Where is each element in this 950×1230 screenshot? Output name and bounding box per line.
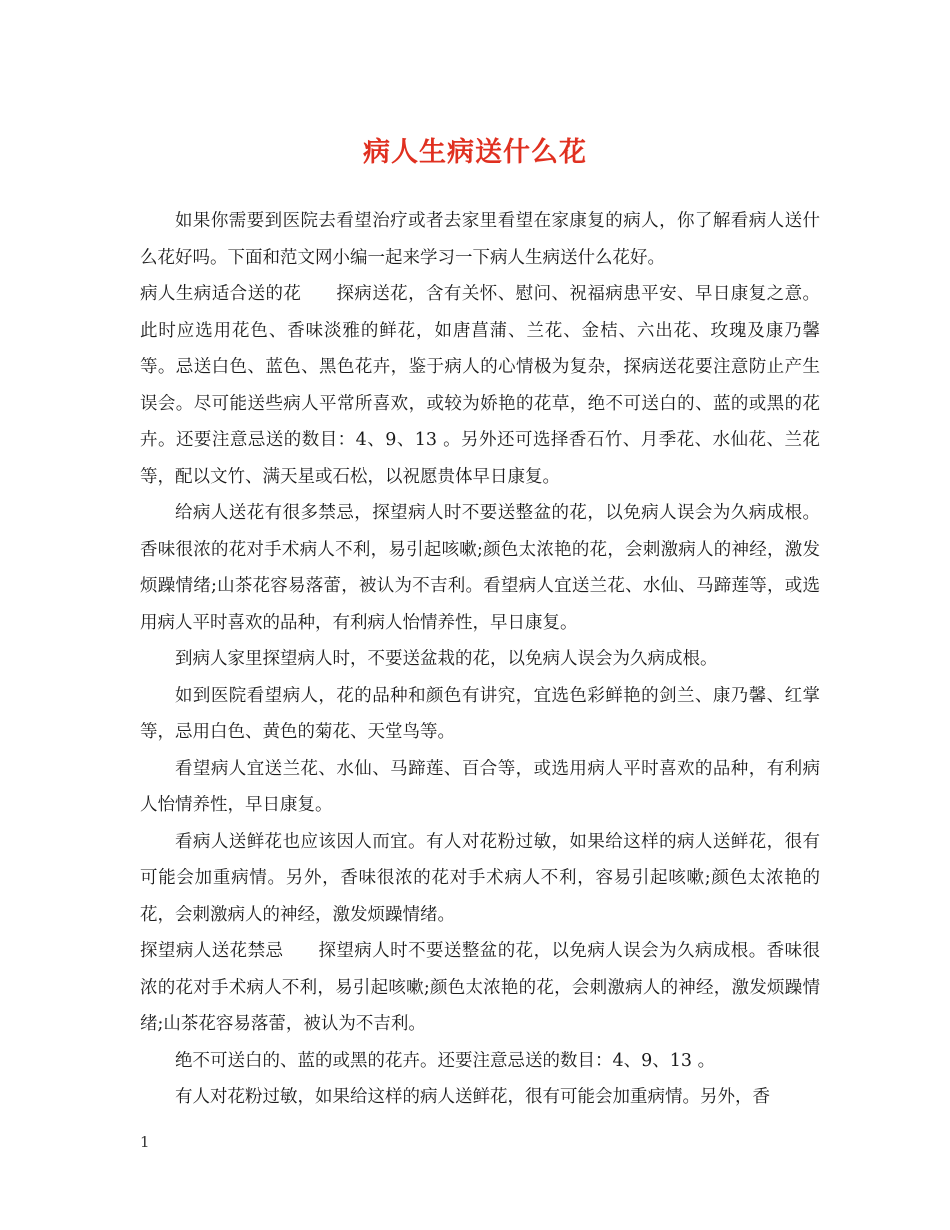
paragraph-suitable-flowers — [140, 276, 820, 495]
page-number: 1 — [140, 1133, 150, 1151]
document-body — [140, 203, 820, 1116]
paragraph-taboos: 给病人送花有很多禁忌，探望病人时不要送整盆的花，以免病人误会为久病成根。香味很浓的花对手术病人不利，易引起咳嗽;颜色太浓艳的花，会刺激病人的神经，激发烦躁情绪;山茶花容易落蕾，被认为不吉利。看望病人宜送兰花、水仙、马蹄莲等，或选用病人平时喜欢的品种，有利病人怡情养性，早日康复。 — [140, 503, 820, 633]
paragraph-pollen: 有人对花粉过敏，如果给这样的病人送鲜花，很有可能会加重病情。另外，香 — [175, 1087, 770, 1107]
document-title: 病人生病送什么花 — [363, 137, 587, 168]
paragraph-recommended: 看望病人宜送兰花、水仙、马蹄莲、百合等，或选用病人平时喜欢的品种，有利病人怡情养性，早日康复。 — [140, 758, 820, 815]
section-heading-visit-taboos: 探望病人送花禁忌 — [140, 941, 284, 961]
paragraph-visit-taboos — [140, 933, 820, 1043]
paragraph-intro: 如果你需要到医院去看望治疗或者去家里看望在家康复的病人，你了解看病人送什么花好吗。下面和范文网小编一起来学习一下病人生病送什么花好。 — [140, 211, 820, 268]
paragraph-text: 探病送花，含有关怀、慰问、祝福病患平安、早日康复之意。此时应选用花色、香味淡雅的鲜花，如唐菖蒲、兰花、金桔、六出花、玫瑰及康乃馨等。忌送白色、蓝色、黑色花卉，鉴于病人的心情极为复杂，探病送花要注意防止产生误会。尽可能送些病人平常所喜欢，或较为娇艳的花草，绝不可送白的、蓝的或黑的花卉。还要注意忌送的数目：4、9、13 。另外还可选择香石竹、月季花、水仙花、兰花等，配以文竹、满天星或石松，以祝愿贵体早日康复。 — [140, 284, 821, 487]
paragraph-text: 探望病人时不要送整盆的花，以免病人误会为久病成根。香味很浓的花对手术病人不利，易引起咳嗽;颜色太浓艳的花，会刺激病人的神经，激发烦躁情绪;山茶花容易落蕾，被认为不吉利。 — [140, 941, 821, 1034]
paragraph-home-visit: 到病人家里探望病人时，不要送盆栽的花，以免病人误会为久病成根。 — [175, 649, 718, 669]
section-heading-suitable-flowers: 病人生病适合送的花 — [140, 284, 302, 304]
paragraph-allergy: 看病人送鲜花也应该因人而宜。有人对花粉过敏，如果给这样的病人送鲜花，很有可能会加重病情。另外，香味很浓的花对手术病人不利，容易引起咳嗽;颜色太浓艳的花，会刺激病人的神经，激发烦躁情绪。 — [140, 831, 820, 925]
paragraph-colors-numbers: 绝不可送白的、蓝的或黑的花卉。还要注意忌送的数目：4、9、13 。 — [175, 1050, 716, 1071]
paragraph-hospital-visit: 如到医院看望病人，花的品种和颜色有讲究，宜选色彩鲜艳的剑兰、康乃馨、红掌等，忌用白色、黄色的菊花、天堂鸟等。 — [140, 685, 820, 742]
